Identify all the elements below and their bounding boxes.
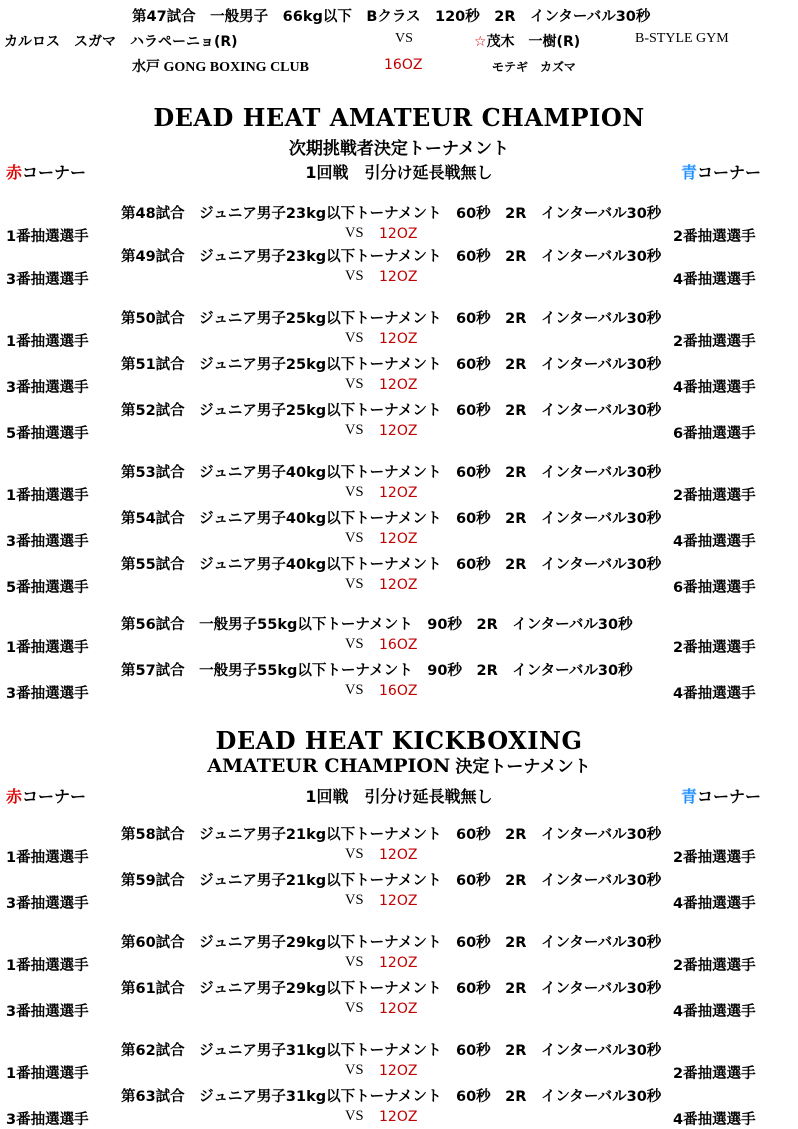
bout-title: 第60試合 ジュニア男子29kg以下トーナメント 60秒 2R インターバル30秒 xyxy=(121,935,662,951)
blue-corner-mark: 青 xyxy=(681,787,698,806)
bout-title: 第61試合 ジュニア男子29kg以下トーナメント 60秒 2R インターバル30秒 xyxy=(121,981,662,997)
red-corner-label: コーナー xyxy=(22,163,87,182)
vs-label: VS xyxy=(345,530,364,546)
glove-size: 12OZ xyxy=(379,485,418,501)
blue-fighter: 2番抽選選手 xyxy=(673,958,756,974)
bout-title: 第49試合 ジュニア男子23kg以下トーナメント 60秒 2R インターバル30秒 xyxy=(121,249,662,265)
bout-title: 第54試合 ジュニア男子40kg以下トーナメント 60秒 2R インターバル30秒 xyxy=(121,511,662,527)
section1-title: DEAD HEAT AMATEUR CHAMPION xyxy=(153,103,645,132)
bout-title: 第56試合 一般男子55kg以下トーナメント 90秒 2R インターバル30秒 xyxy=(121,617,633,633)
red-fighter: 1番抽選選手 xyxy=(6,334,89,350)
red-fighter: 3番抽選選手 xyxy=(6,1004,89,1020)
section2-subtitle xyxy=(0,752,798,777)
section2-rule: 1回戦 引分け延長戦無し xyxy=(305,787,493,806)
glove-size: 12OZ xyxy=(379,377,418,393)
vs-label: VS xyxy=(345,1108,364,1124)
blue-fighter: 4番抽選選手 xyxy=(673,1112,756,1128)
bout-47-red-name: カルロス スガマ ハラペーニョ(R) xyxy=(4,34,238,50)
glove-size: 12OZ xyxy=(379,1063,418,1079)
vs-label: VS xyxy=(345,1062,364,1078)
blue-fighter: 4番抽選選手 xyxy=(673,534,756,550)
bout-47-vs: VS xyxy=(395,31,413,46)
vs-label: VS xyxy=(345,330,364,346)
bout-title: 第57試合 一般男子55kg以下トーナメント 90秒 2R インターバル30秒 xyxy=(121,663,633,679)
vs-label: VS xyxy=(345,268,364,284)
blue-fighter: 4番抽選選手 xyxy=(673,896,756,912)
section1-rule: 1回戦 引分け延長戦無し xyxy=(305,163,493,182)
glove-size: 12OZ xyxy=(379,955,418,971)
vs-label: VS xyxy=(345,636,364,652)
vs-label: VS xyxy=(345,1000,364,1016)
vs-label: VS xyxy=(345,846,364,862)
red-fighter: 1番抽選選手 xyxy=(6,640,89,656)
glove-size: 12OZ xyxy=(379,1109,418,1125)
bout-title: 第52試合 ジュニア男子25kg以下トーナメント 60秒 2R インターバル30秒 xyxy=(121,403,662,419)
blue-fighter: 6番抽選選手 xyxy=(673,426,756,442)
glove-size: 12OZ xyxy=(379,331,418,347)
blue-fighter: 4番抽選選手 xyxy=(673,686,756,702)
bout-title: 第50試合 ジュニア男子25kg以下トーナメント 60秒 2R インターバル30秒 xyxy=(121,311,662,327)
red-fighter: 1番抽選選手 xyxy=(6,1066,89,1082)
bout-title: 第59試合 ジュニア男子21kg以下トーナメント 60秒 2R インターバル30秒 xyxy=(121,873,662,889)
bout-47-red-gym: 水戸 GONG BOXING CLUB xyxy=(132,60,309,75)
red-fighter: 5番抽選選手 xyxy=(6,426,89,442)
red-fighter: 1番抽選選手 xyxy=(6,958,89,974)
bout-47-glove: 16OZ xyxy=(384,57,423,73)
blue-fighter: 2番抽選選手 xyxy=(673,640,756,656)
blue-corner-label: コーナー xyxy=(697,787,762,806)
bout-title: 第48試合 ジュニア男子23kg以下トーナメント 60秒 2R インターバル30秒 xyxy=(121,206,662,222)
vs-label: VS xyxy=(345,892,364,908)
blue-fighter: 4番抽選選手 xyxy=(673,272,756,288)
red-fighter: 5番抽選選手 xyxy=(6,580,89,596)
section2-blue-corner xyxy=(681,784,761,807)
blue-fighter: 2番抽選選手 xyxy=(673,1066,756,1082)
bout-47-blue-gym: B-STYLE GYM xyxy=(635,31,729,46)
blue-fighter: 4番抽選選手 xyxy=(673,380,756,396)
glove-size: 12OZ xyxy=(379,269,418,285)
section2-subtitle-en: AMATEUR CHAMPION xyxy=(207,755,451,777)
glove-size: 12OZ xyxy=(379,577,418,593)
glove-size: 16OZ xyxy=(379,637,418,653)
bout-title: 第53試合 ジュニア男子40kg以下トーナメント 60秒 2R インターバル30秒 xyxy=(121,465,662,481)
vs-label: VS xyxy=(345,376,364,392)
section2-subtitle-jp: 決定トーナメント xyxy=(455,757,591,777)
red-fighter: 3番抽選選手 xyxy=(6,896,89,912)
red-corner-mark: 赤 xyxy=(6,787,23,806)
vs-label: VS xyxy=(345,422,364,438)
vs-label: VS xyxy=(345,484,364,500)
red-fighter: 3番抽選選手 xyxy=(6,686,89,702)
section1-subtitle: 次期挑戦者決定トーナメント xyxy=(288,139,510,159)
glove-size: 12OZ xyxy=(379,1001,418,1017)
blue-fighter: 6番抽選選手 xyxy=(673,580,756,596)
red-fighter: 1番抽選選手 xyxy=(6,229,89,245)
glove-size: 12OZ xyxy=(379,893,418,909)
red-fighter: 3番抽選選手 xyxy=(6,534,89,550)
red-fighter: 1番抽選選手 xyxy=(6,850,89,866)
red-fighter: 1番抽選選手 xyxy=(6,488,89,504)
blue-fighter: 4番抽選選手 xyxy=(673,1004,756,1020)
red-corner-mark: 赤 xyxy=(6,163,23,182)
blue-fighter: 2番抽選選手 xyxy=(673,488,756,504)
blue-fighter: 2番抽選選手 xyxy=(673,334,756,350)
bout-title: 第63試合 ジュニア男子31kg以下トーナメント 60秒 2R インターバル30秒 xyxy=(121,1089,662,1105)
glove-size: 16OZ xyxy=(379,683,418,699)
bout-47-blue-fighter xyxy=(474,31,580,51)
bout-title: 第62試合 ジュニア男子31kg以下トーナメント 60秒 2R インターバル30秒 xyxy=(121,1043,662,1059)
glove-size: 12OZ xyxy=(379,423,418,439)
glove-size: 12OZ xyxy=(379,847,418,863)
red-fighter: 3番抽選選手 xyxy=(6,272,89,288)
blue-fighter: 2番抽選選手 xyxy=(673,850,756,866)
bout-47-blue-reading: モテギ カズマ xyxy=(492,60,576,74)
vs-label: VS xyxy=(345,225,364,241)
glove-size: 12OZ xyxy=(379,531,418,547)
bout-title: 第51試合 ジュニア男子25kg以下トーナメント 60秒 2R インターバル30秒 xyxy=(121,357,662,373)
red-corner-label: コーナー xyxy=(22,787,87,806)
section1-blue-corner xyxy=(681,160,761,183)
bout-47-blue-name: 茂木 一樹(R) xyxy=(486,34,581,50)
blue-corner-label: コーナー xyxy=(697,163,762,182)
section2-title: DEAD HEAT KICKBOXING xyxy=(215,726,583,755)
glove-size: 12OZ xyxy=(379,226,418,242)
bout-47-title: 第47試合 一般男子 66kg以下 Bクラス 120秒 2R インターバル30秒 xyxy=(132,9,651,25)
red-fighter: 3番抽選選手 xyxy=(6,1112,89,1128)
vs-label: VS xyxy=(345,576,364,592)
red-fighter: 3番抽選選手 xyxy=(6,380,89,396)
vs-label: VS xyxy=(345,954,364,970)
bout-title: 第58試合 ジュニア男子21kg以下トーナメント 60秒 2R インターバル30秒 xyxy=(121,827,662,843)
blue-fighter: 2番抽選選手 xyxy=(673,229,756,245)
vs-label: VS xyxy=(345,682,364,698)
blue-corner-mark: 青 xyxy=(681,163,698,182)
bout-title: 第55試合 ジュニア男子40kg以下トーナメント 60秒 2R インターバル30秒 xyxy=(121,557,662,573)
star-icon: ☆ xyxy=(474,34,487,50)
